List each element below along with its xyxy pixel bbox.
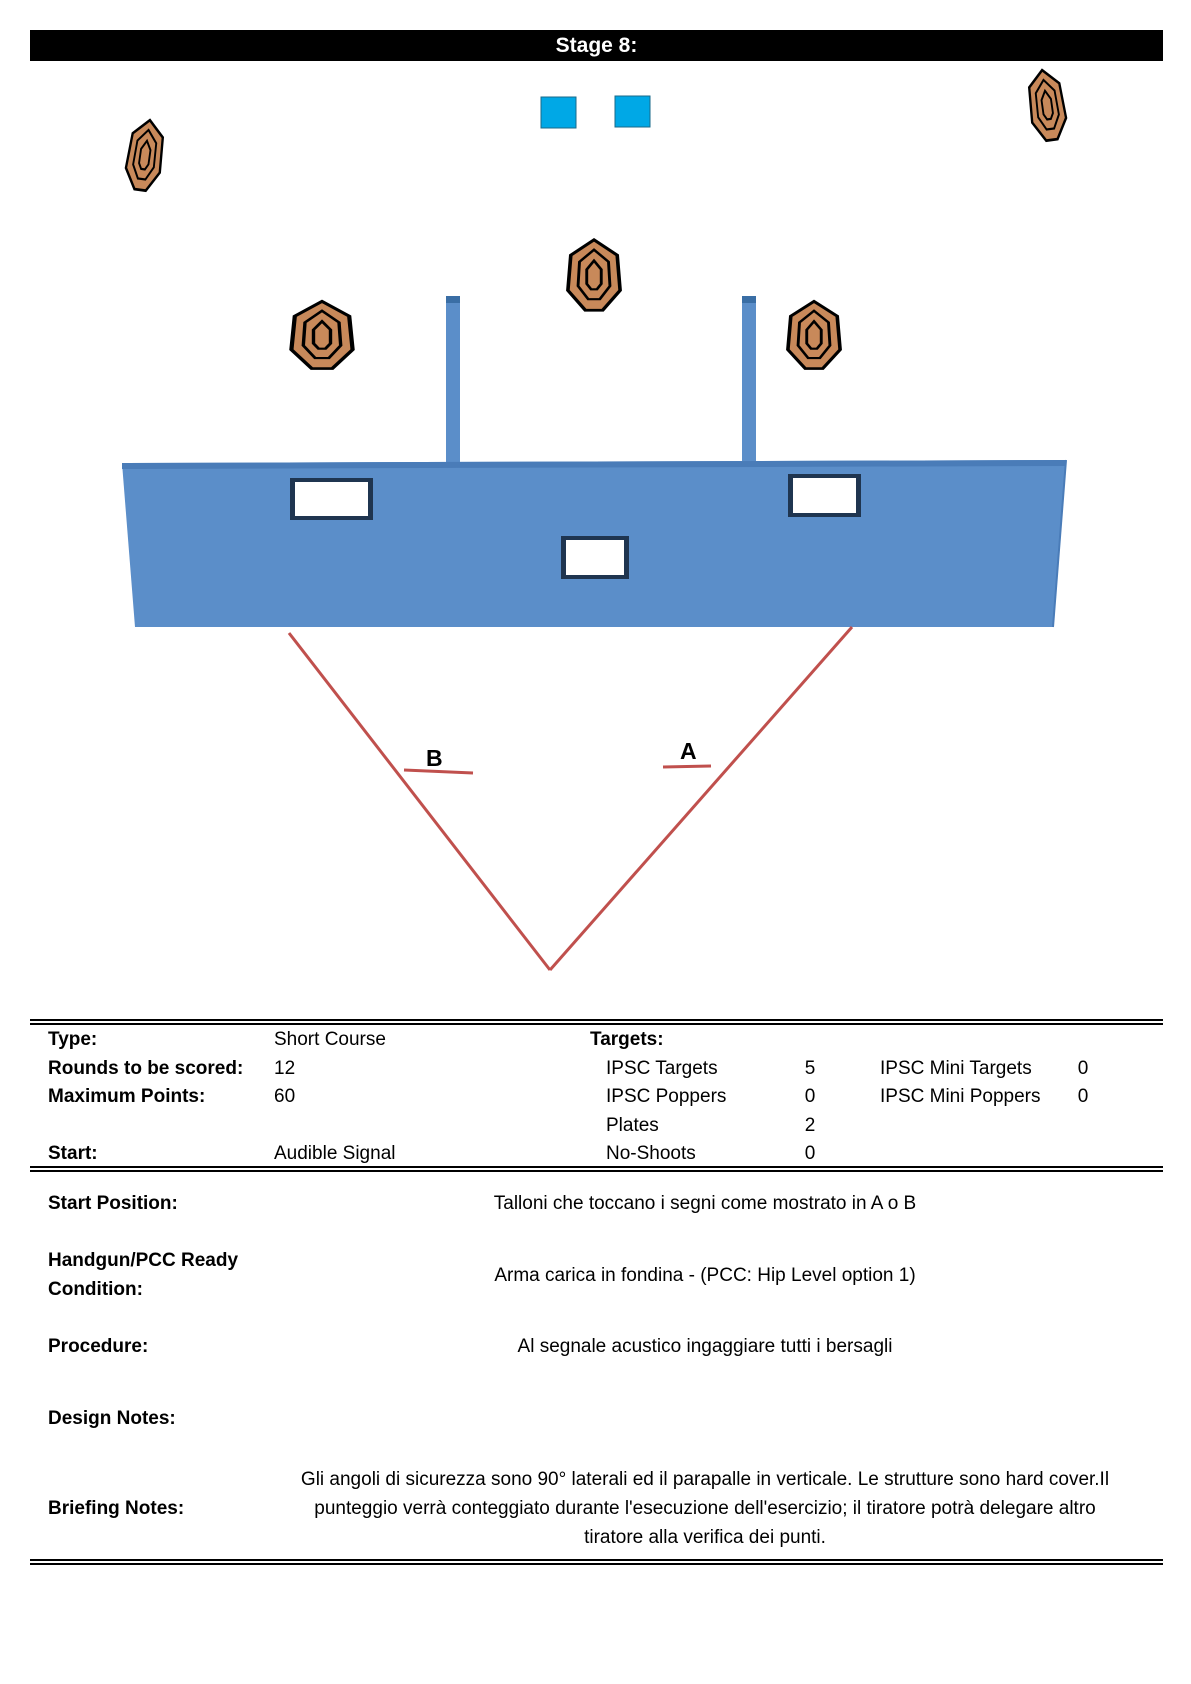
rounds-label: Rounds to be scored: — [48, 1058, 244, 1079]
ipsc-target-far-left — [123, 118, 167, 192]
design-notes-label: Design Notes: — [48, 1408, 176, 1429]
steel-plate-left — [541, 97, 576, 128]
wall-post-right — [742, 296, 756, 464]
type-value: Short Course — [274, 1029, 386, 1050]
max-points-value: 60 — [274, 1086, 296, 1107]
port-right — [788, 474, 861, 517]
rounds-value: 12 — [274, 1058, 296, 1079]
ready-condition-value: Arma carica in fondina - (PCC: Hip Level option 1) — [494, 1265, 916, 1286]
ready-condition-label-line2: Condition: — [48, 1279, 143, 1300]
start-label: Start: — [48, 1143, 98, 1164]
ipsc-mini-poppers-label: IPSC Mini Poppers — [880, 1086, 1041, 1107]
start-position-label: Start Position: — [48, 1193, 178, 1214]
no-shoots-label: No-Shoots — [606, 1143, 696, 1164]
summary-bottom-rule — [30, 1166, 1163, 1172]
procedure-label: Procedure: — [48, 1336, 149, 1357]
position-label-b: B — [426, 745, 443, 771]
ipsc-target-left — [291, 301, 352, 368]
ipsc-targets-label: IPSC Targets — [606, 1058, 718, 1079]
ipsc-target-center — [568, 240, 620, 310]
type-label: Type: — [48, 1029, 98, 1050]
summary-top-rule — [30, 1019, 1163, 1025]
fault-lines — [289, 627, 852, 970]
ipsc-poppers-value: 0 — [804, 1086, 816, 1107]
position-mark-a — [663, 766, 711, 767]
ipsc-target-right — [788, 301, 840, 368]
briefing-notes-label: Briefing Notes: — [48, 1498, 185, 1519]
ipsc-poppers-label: IPSC Poppers — [606, 1086, 727, 1107]
ipsc-targets-value: 5 — [804, 1058, 816, 1079]
max-points-label: Maximum Points: — [48, 1086, 206, 1107]
ipsc-mini-poppers-value: 0 — [1077, 1086, 1089, 1107]
plates-label: Plates — [606, 1115, 659, 1136]
start-position-value: Talloni che toccano i segni come mostrato in A o B — [493, 1193, 917, 1214]
no-shoots-value: 0 — [804, 1143, 816, 1164]
plates-value: 2 — [804, 1115, 816, 1136]
procedure-value: Al segnale acustico ingaggiare tutti i bersagli — [517, 1336, 893, 1357]
details-bottom-rule — [30, 1559, 1163, 1565]
wall-post-left — [446, 296, 460, 464]
briefing-notes-line-3: tiratore alla verifica dei punti. — [584, 1527, 826, 1548]
stage-title: Stage 8: — [30, 30, 1163, 61]
port-center — [561, 536, 629, 579]
start-value: Audible Signal — [274, 1143, 396, 1164]
position-label-a: A — [680, 738, 697, 764]
port-left — [290, 478, 373, 520]
ipsc-mini-targets-label: IPSC Mini Targets — [880, 1058, 1032, 1079]
ipsc-mini-targets-value: 0 — [1077, 1058, 1089, 1079]
briefing-notes-line-1: Gli angoli di sicurezza sono 90° laterali ed il parapalle in verticale. Le strutture sono hard cover.Il — [300, 1469, 1110, 1490]
steel-plate-right — [615, 96, 650, 127]
briefing-notes-line-2: punteggio verrà conteggiato durante l'esecuzione dell'esercizio; il tiratore potrà delegare altro — [314, 1498, 1096, 1519]
ready-condition-label-line1: Handgun/PCC Ready — [48, 1250, 239, 1271]
targets-label: Targets: — [590, 1029, 664, 1050]
ipsc-target-far-right — [1025, 68, 1069, 142]
